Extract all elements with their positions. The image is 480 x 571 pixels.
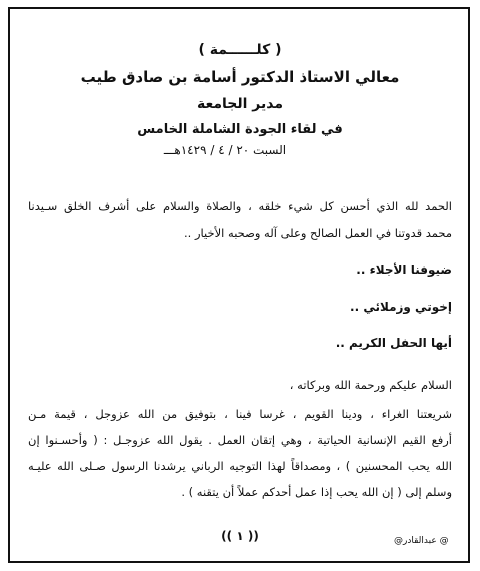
- event-name: في لقاء الجودة الشاملة الخامس: [137, 122, 343, 137]
- signature: @ عبدالقادر@: [394, 536, 449, 546]
- salam-line: السلام عليكم ورحمة الله وبركاته ،: [289, 378, 452, 392]
- greeting-audience: أيها الحفل الكريم ..: [335, 336, 452, 350]
- speaker-name: معالي الاستاذ الدكتور أسامة بن صادق طيب: [80, 68, 400, 86]
- paragraph-line-1: شريعتنا الغراء ، ودينا القويم ، غرسا فينا ، بتوفيق من الله عزوجل ، قيمة مـن: [28, 407, 452, 421]
- speaker-role: مدير الجامعة: [196, 96, 284, 112]
- paragraph-line-4: وسلم إلى ( إن الله يحب إذا عمل أحدكم عملاً أن يتقنه ) .: [181, 485, 452, 499]
- page-border: [8, 7, 470, 563]
- page-number: (( ١ )): [221, 529, 259, 543]
- opening-line-2: محمد قدوتنا في العمل الصالح وعلى آله وصحبه الأخيار ..: [184, 226, 452, 240]
- speech-title: ( كلــــــمة ): [198, 42, 282, 58]
- greeting-colleagues: إخوتي وزملائي ..: [350, 300, 452, 314]
- opening-line-1: الحمد لله الذي أحسن كل شيء خلقه ، والصلاة والسلام على أشرف الخلق سـيدنا: [28, 199, 452, 213]
- greeting-guests: ضيوفنا الأجلاء ..: [356, 263, 452, 277]
- paragraph-line-3: الله يحب المحسنين ) ، ومصداقاً لهذا التوجيه الرباني يرشدنا الرسول صـلى الله عليـه: [28, 459, 452, 473]
- event-date: السبت ٢٠ / ٤ / ١٤٢٩هـــ: [163, 143, 287, 157]
- paragraph-line-2: أرفع القيم الإنسانية الحياتية ، وهي إتقان العمل . يقول الله عزوجـل : ( وأحسـنوا إن: [28, 433, 452, 447]
